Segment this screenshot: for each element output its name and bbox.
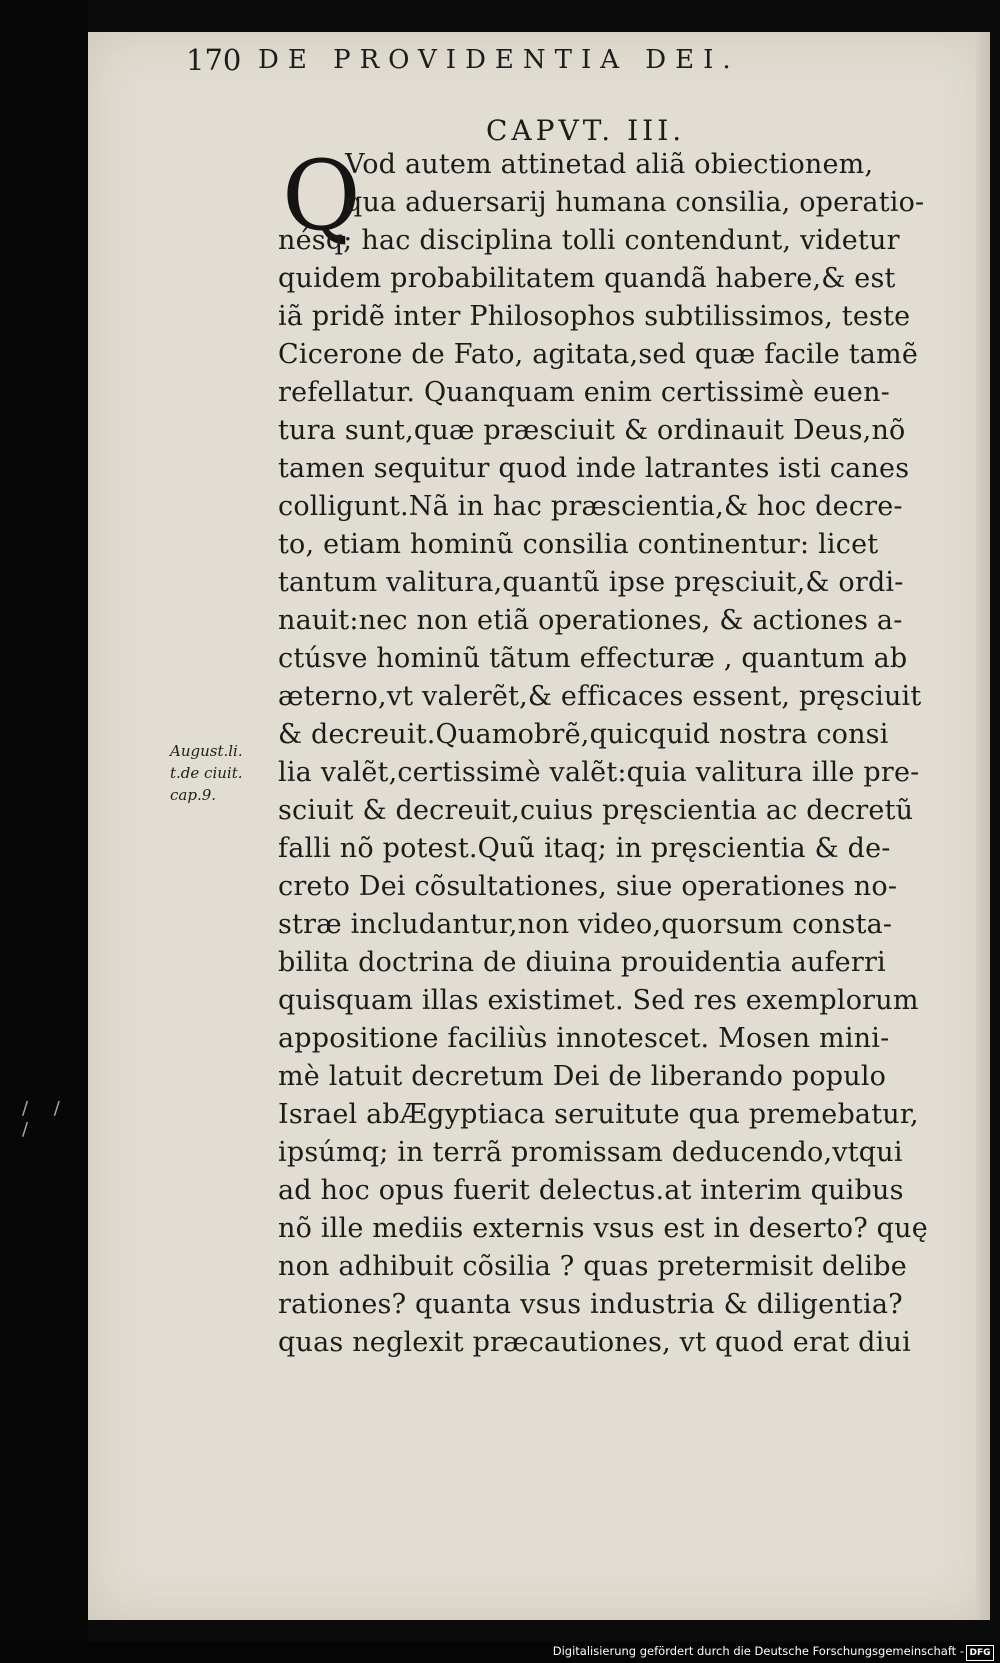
marginal-note-line: cap.9. bbox=[170, 786, 217, 804]
scan-edge-marks: / / / bbox=[22, 1098, 70, 1140]
page-number: 170 bbox=[186, 43, 242, 77]
text-line: non adhibuit cõsilia ? quas pretermisit delibe bbox=[278, 1251, 907, 1282]
text-line: quidem probabilitatem quandã habere,& est bbox=[278, 263, 896, 294]
text-line: quas neglexit præcautiones, vt quod erat diui bbox=[278, 1327, 911, 1358]
text-line: iã pridẽ inter Philosophos subtilissimos, teste bbox=[278, 301, 911, 332]
text-line: sciuit & decreuit,cuius pręscientia ac decretũ bbox=[278, 795, 914, 826]
text-line: qua aduersarij humana consilia, operatio- bbox=[345, 187, 925, 218]
text-line: stræ includantur,non video,quorsum consta- bbox=[278, 909, 893, 940]
text-line: ipsúmq; in terrã promissam deducendo,vtqui bbox=[278, 1137, 903, 1168]
text-line: falli nõ potest.Quũ itaq; in pręscientia & de- bbox=[278, 833, 891, 864]
text-line: bilita doctrina de diuina prouidentia auferri bbox=[278, 947, 886, 978]
text-line: tantum valitura,quantũ ipse pręsciuit,& ordi- bbox=[278, 567, 904, 598]
text-line: ad hoc opus fuerit delectus.at interim quibus bbox=[278, 1175, 904, 1206]
running-head: DE PROVIDENTIA DEI. bbox=[258, 45, 740, 75]
text-line: tamen sequitur quod inde latrantes isti canes bbox=[278, 453, 910, 484]
text-line: rationes? quanta vsus industria & diligentia? bbox=[278, 1289, 903, 1320]
text-line: & decreuit.Quamobrẽ,quicquid nostra consi bbox=[278, 719, 889, 750]
footer-bar bbox=[0, 1642, 1000, 1663]
chapter-heading: CAPVT. III. bbox=[486, 114, 686, 147]
text-line: nésq; hac disciplina tolli contendunt, videtur bbox=[278, 225, 900, 256]
text-line: mè latuit decretum Dei de liberando populo bbox=[278, 1061, 887, 1092]
dfg-logo-icon: DFG bbox=[966, 1645, 994, 1661]
text-line: colligunt.Nã in hac præscientia,& hoc decre- bbox=[278, 491, 903, 522]
text-line: Israel abÆgyptiaca seruitute qua premebatur, bbox=[278, 1099, 919, 1130]
text-line: Cicerone de Fato, agitata,sed quæ facile tamẽ bbox=[278, 339, 919, 370]
text-line: appositione faciliùs innotescet. Mosen mini- bbox=[278, 1023, 890, 1054]
text-line: creto Dei cõsultationes, siue operationes no- bbox=[278, 871, 898, 902]
text-line: quisquam illas existimet. Sed res exemplorum bbox=[278, 985, 919, 1016]
text-line: refellatur. Quanquam enim certissimè euen- bbox=[278, 377, 890, 408]
drop-cap: Q bbox=[282, 140, 361, 252]
text-line: ctúsve hominũ tãtum effecturæ , quantum ab bbox=[278, 643, 908, 674]
text-line: Vod autem attinetad aliã obiectionem, bbox=[345, 149, 874, 180]
text-line: lia valẽt,certissimè valẽt:quia valitura ille pre- bbox=[278, 757, 920, 788]
scan-background-left bbox=[0, 0, 88, 1663]
text-line: tura sunt,quæ præsciuit & ordinauit Deus,nõ bbox=[278, 415, 906, 446]
text-line: to, etiam hominũ consilia continentur: licet bbox=[278, 529, 879, 560]
text-line: nauit:nec non etiã operationes, & actiones a- bbox=[278, 605, 903, 636]
marginal-note-line: t.de ciuit. bbox=[170, 764, 243, 782]
funding-credit: Digitalisierung gefördert durch die Deutsche Forschungsgemeinschaft - bbox=[552, 1644, 964, 1658]
page-header bbox=[186, 43, 906, 83]
marginal-note-line: August.li. bbox=[170, 742, 243, 760]
page-edge bbox=[976, 32, 990, 1620]
text-line: æterno,vt valerẽt,& efficaces essent, pręsciuit bbox=[278, 681, 922, 712]
text-line: nõ ille mediis externis vsus est in deserto? quę bbox=[278, 1213, 928, 1244]
